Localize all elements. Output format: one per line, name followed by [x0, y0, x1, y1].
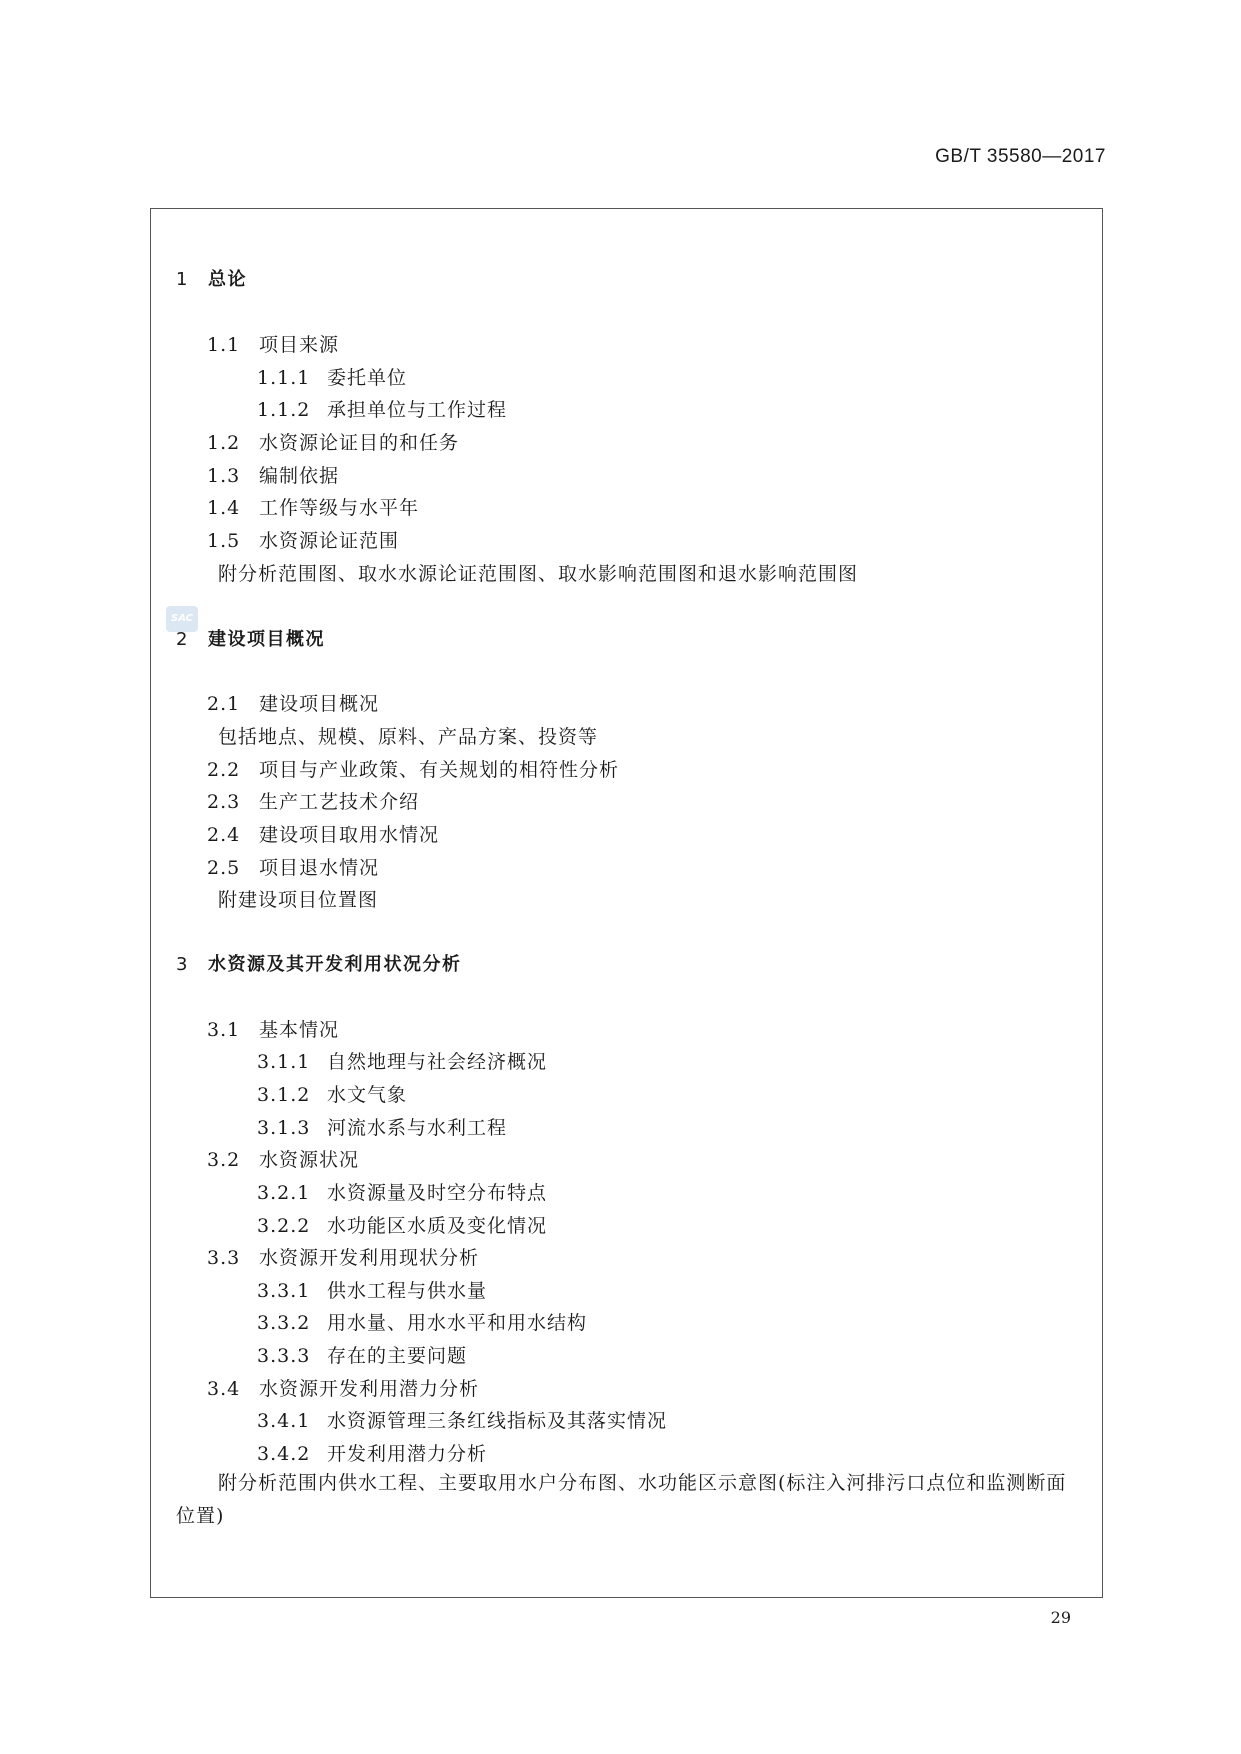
section-title: 总论	[208, 269, 247, 290]
toc-line-3-2	[207, 1145, 359, 1172]
line-text: 开发利用潜力分析	[327, 1443, 488, 1465]
line-text: 基本情况	[259, 1019, 340, 1041]
toc-note-3: 附分析范围内供水工程、主要取用水户分布图、水功能区示意图(标注入河排污口点位和监测断面位置)	[176, 1472, 1067, 1527]
section-heading-2	[176, 625, 325, 651]
toc-line-1-1	[207, 330, 339, 357]
line-number: 1.1	[207, 334, 241, 356]
section-heading-1	[176, 265, 247, 291]
line-number: 3.1.1	[257, 1051, 311, 1073]
toc-line-1-5	[207, 526, 399, 553]
toc-line-1-2	[207, 428, 459, 455]
line-number: 1.1.1	[257, 367, 311, 389]
page-number: 29	[1050, 1608, 1071, 1627]
line-text: 水功能区水质及变化情况	[327, 1215, 548, 1237]
line-number: 2.5	[207, 857, 241, 879]
toc-line-2-5	[207, 853, 379, 880]
toc-line-3-3-2	[257, 1308, 587, 1335]
toc-line-3-4-1	[257, 1406, 667, 1433]
toc-line-1-4	[207, 493, 419, 520]
line-text: 编制依据	[259, 465, 340, 487]
line-number: 3.1	[207, 1019, 241, 1041]
line-number: 3.2	[207, 1149, 241, 1171]
standard-code: GB/T 35580—2017	[935, 146, 1106, 167]
line-text: 附建设项目位置图	[218, 889, 379, 911]
line-text: 项目退水情况	[259, 857, 380, 879]
section-heading-3	[176, 950, 462, 976]
line-number: 1.2	[207, 432, 241, 454]
line-text: 工作等级与水平年	[259, 497, 420, 519]
toc-line-3-3	[207, 1243, 479, 1270]
toc-line-3-1-1	[257, 1047, 547, 1074]
line-number: 1.1.2	[257, 399, 311, 421]
line-number: 3.4.2	[257, 1443, 311, 1465]
line-number: 3.3.2	[257, 1312, 311, 1334]
line-number: 3.2.1	[257, 1182, 311, 1204]
toc-line-3-1-3	[257, 1113, 507, 1140]
line-text: 用水量、用水水平和用水结构	[327, 1312, 588, 1334]
toc-note-2	[218, 885, 378, 912]
section-title: 水资源及其开发利用状况分析	[208, 954, 462, 975]
line-number: 3.4	[207, 1378, 241, 1400]
toc-note-1	[218, 559, 858, 586]
line-text: 供水工程与供水量	[327, 1280, 488, 1302]
line-text: 水资源开发利用潜力分析	[259, 1378, 480, 1400]
line-text: 项目来源	[259, 334, 340, 356]
toc-line-3-3-1	[257, 1276, 487, 1303]
line-number: 1.5	[207, 530, 241, 552]
line-text: 包括地点、规模、原料、产品方案、投资等	[218, 726, 599, 748]
toc-line-3-2-2	[257, 1211, 547, 1238]
toc-line-2-4	[207, 820, 439, 847]
line-text: 水资源量及时空分布特点	[327, 1182, 548, 1204]
line-text: 水资源开发利用现状分析	[259, 1247, 480, 1269]
line-text: 附分析范围图、取水水源论证范围图、取水影响范围图和退水影响范围图	[218, 563, 859, 585]
sac-watermark-logo: SAC	[166, 606, 198, 632]
line-number: 3.2.2	[257, 1215, 311, 1237]
line-text: 存在的主要问题	[327, 1345, 468, 1367]
line-text: 水资源状况	[259, 1149, 360, 1171]
toc-line-3-3-3	[257, 1341, 467, 1368]
line-text: 项目与产业政策、有关规划的相符性分析	[259, 759, 620, 781]
toc-line-2-3	[207, 787, 419, 814]
line-text: 承担单位与工作过程	[327, 399, 508, 421]
line-text: 委托单位	[327, 367, 408, 389]
toc-line-3-4	[207, 1374, 479, 1401]
line-text: 水文气象	[327, 1084, 408, 1106]
line-text: 河流水系与水利工程	[327, 1117, 508, 1139]
toc-line-2-1	[207, 689, 379, 716]
toc-line-3-2-1	[257, 1178, 547, 1205]
toc-line-3-1-2	[257, 1080, 407, 1107]
line-number: 3.3	[207, 1247, 241, 1269]
toc-line-1-3	[207, 461, 339, 488]
line-text: 建设项目取用水情况	[259, 824, 440, 846]
line-number: 1.4	[207, 497, 241, 519]
toc-line-3-1	[207, 1015, 339, 1042]
toc-line-3-4-2	[257, 1439, 487, 1466]
toc-line-2-2	[207, 755, 619, 782]
line-text: 水资源论证目的和任务	[259, 432, 460, 454]
line-text: 自然地理与社会经济概况	[327, 1051, 548, 1073]
line-number: 3.3.1	[257, 1280, 311, 1302]
section-title: 建设项目概况	[208, 629, 325, 650]
line-number: 2.3	[207, 791, 241, 813]
line-number: 1.3	[207, 465, 241, 487]
line-number: 3.3.3	[257, 1345, 311, 1367]
line-text: 水资源论证范围	[259, 530, 400, 552]
toc-note-2-1	[218, 722, 598, 749]
line-number: 3.1.2	[257, 1084, 311, 1106]
toc-line-1-1-1	[257, 363, 407, 390]
line-text: 生产工艺技术介绍	[259, 791, 420, 813]
line-number: 2.2	[207, 759, 241, 781]
line-text: 建设项目概况	[259, 693, 380, 715]
line-number: 3.1.3	[257, 1117, 311, 1139]
section-number: 2	[176, 629, 189, 650]
line-number: 2.1	[207, 693, 241, 715]
section-number: 3	[176, 954, 189, 975]
line-text: 水资源管理三条红线指标及其落实情况	[327, 1410, 668, 1432]
section-number: 1	[176, 269, 189, 290]
line-number: 2.4	[207, 824, 241, 846]
line-number: 3.4.1	[257, 1410, 311, 1432]
toc-line-1-1-2	[257, 395, 507, 422]
